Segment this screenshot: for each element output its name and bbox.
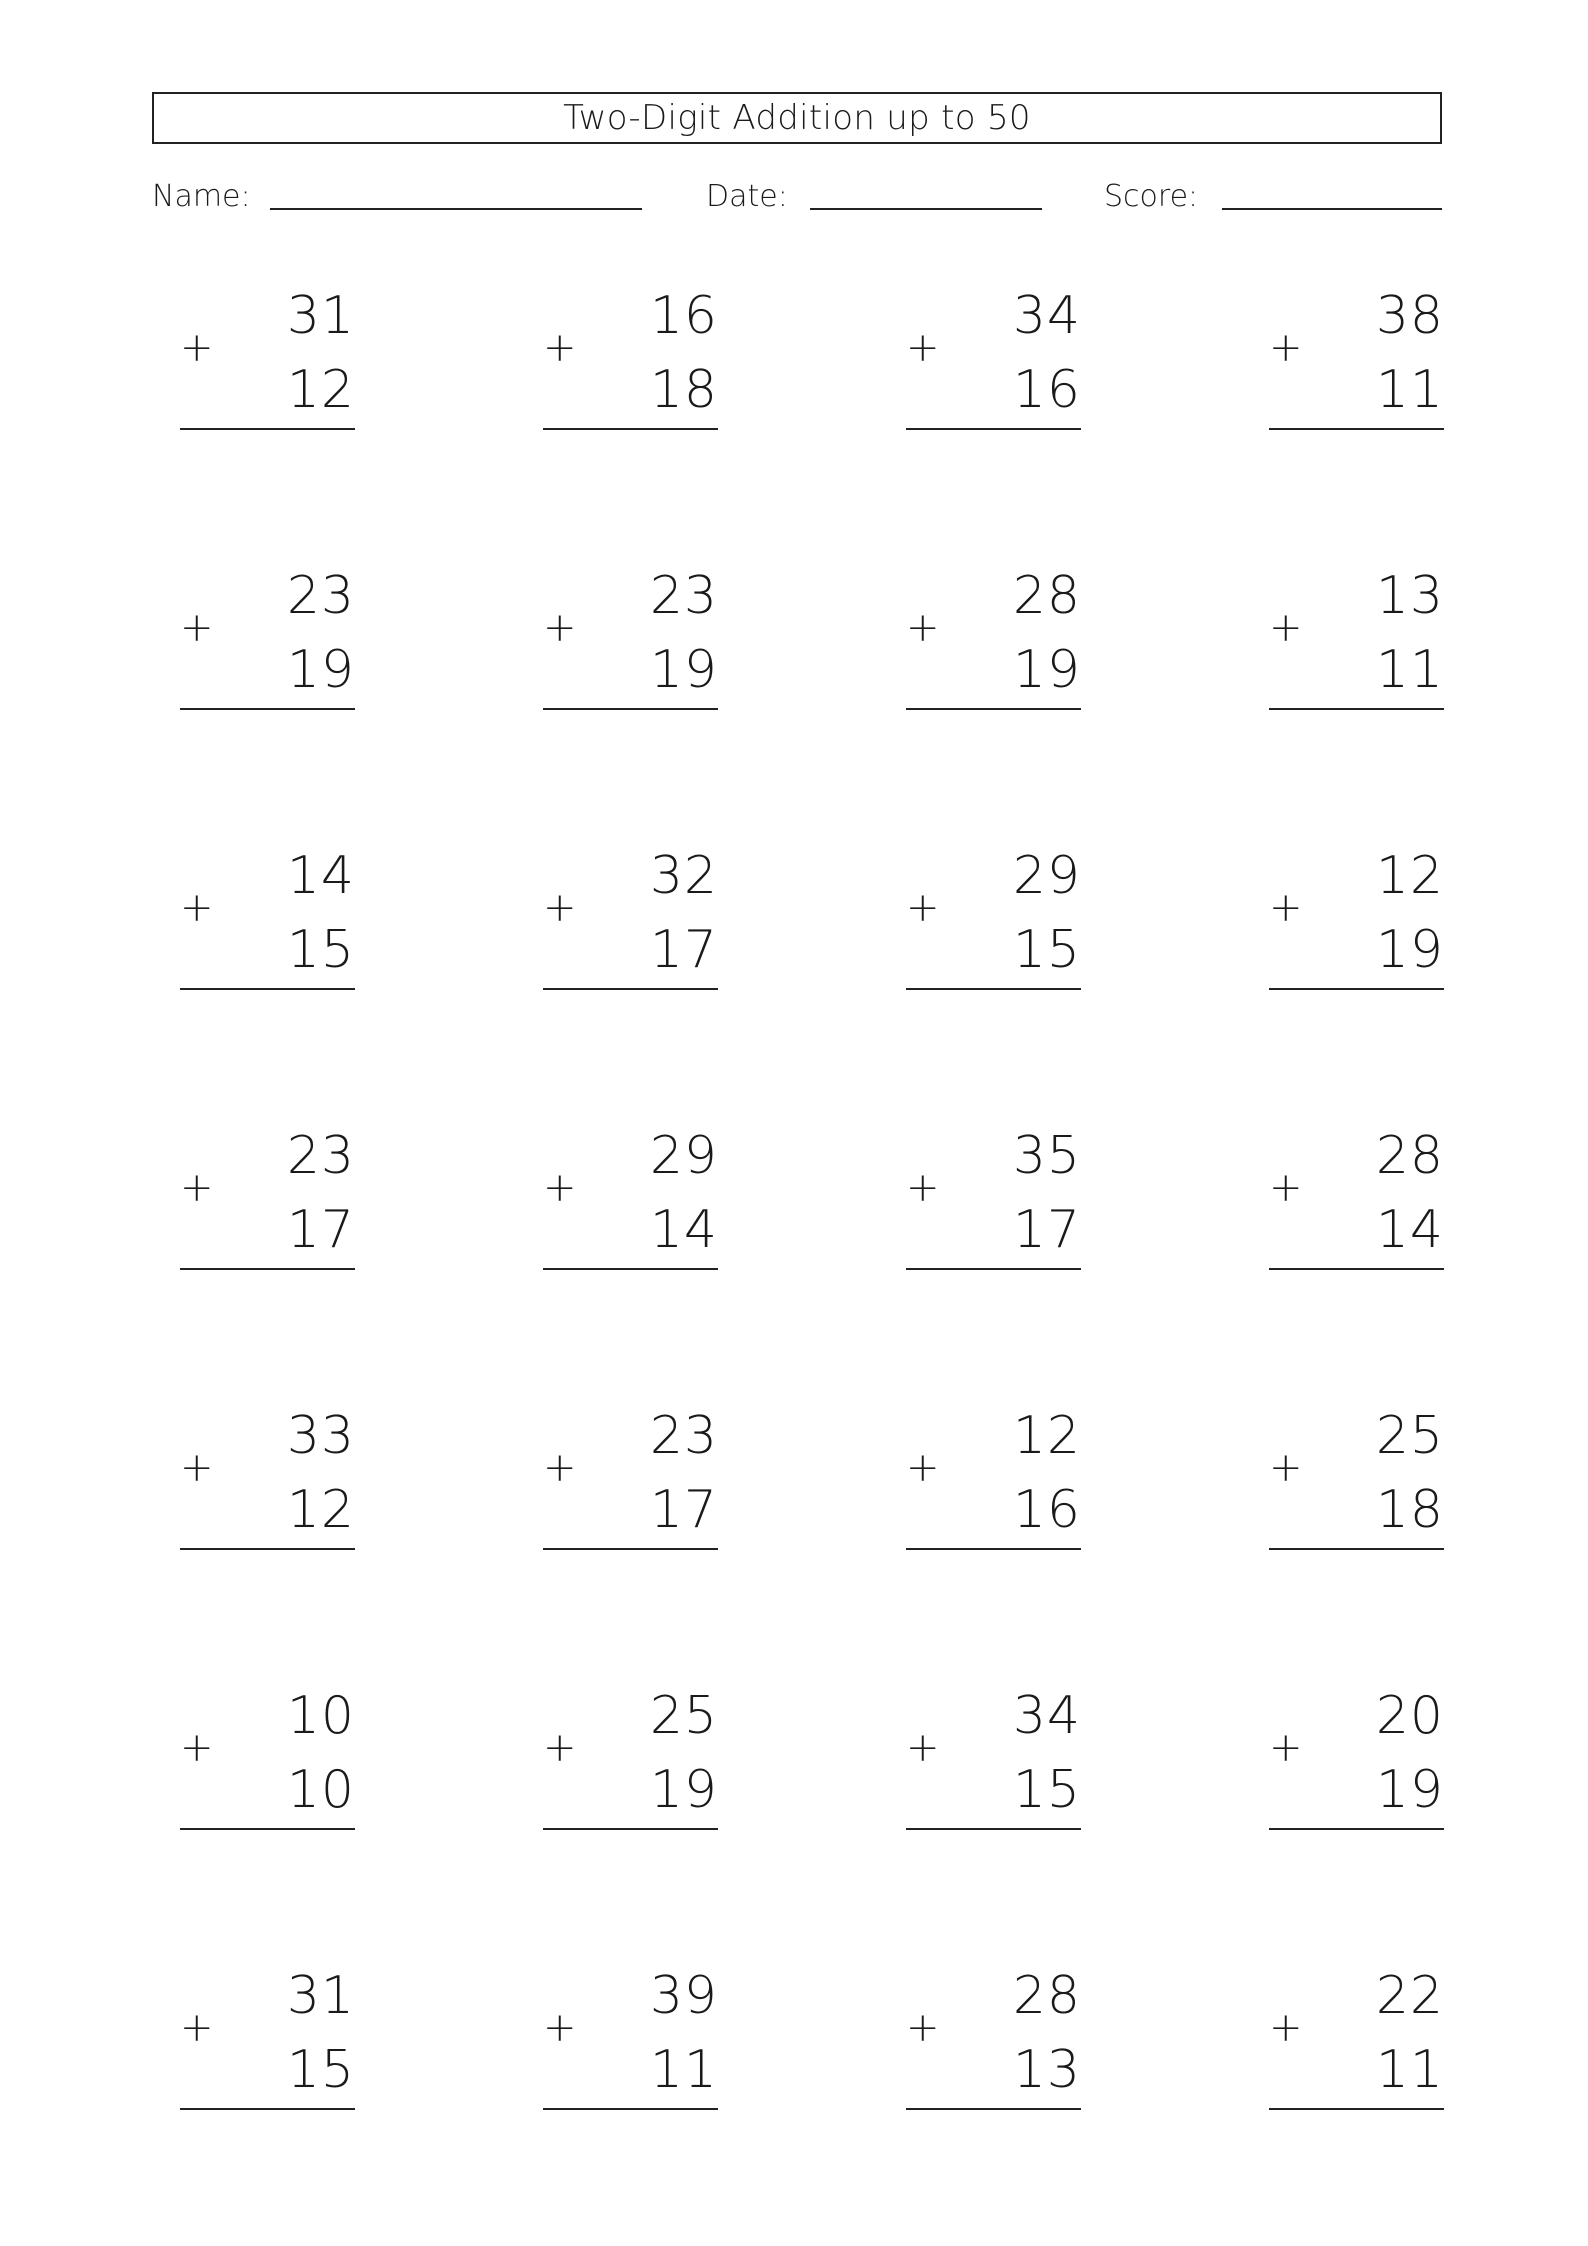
addend-bottom: 11 [1375,640,1444,700]
addition-problem [543,1686,718,1840]
answer-line[interactable] [543,1548,718,1550]
plus-sign: + [906,325,940,371]
addend-bottom: 19 [286,640,355,700]
answer-line[interactable] [180,2108,355,2110]
plus-sign: + [180,325,214,371]
addend-top: 39 [649,1966,718,2026]
addend-top: 20 [1375,1686,1444,1746]
addend-bottom: 17 [649,1480,718,1540]
answer-line[interactable] [543,708,718,710]
plus-sign: + [906,605,940,651]
addend-bottom: 16 [1012,1480,1081,1540]
answer-line[interactable] [180,1548,355,1550]
answer-line[interactable] [543,2108,718,2110]
addition-problem [180,1406,355,1560]
answer-line[interactable] [180,1268,355,1270]
plus-sign: + [1269,885,1303,931]
addend-top: 23 [649,566,718,626]
addition-problem [1269,1686,1444,1840]
addition-problem [1269,566,1444,720]
addition-problem [906,286,1081,440]
addition-problem [1269,1966,1444,2120]
addend-bottom: 13 [1012,2040,1081,2100]
addend-bottom: 19 [1375,920,1444,980]
addition-problem [180,1966,355,2120]
addition-problem [906,1126,1081,1280]
addend-top: 29 [1012,846,1081,906]
addend-bottom: 14 [649,1200,718,1260]
addend-bottom: 19 [1375,1760,1444,1820]
plus-sign: + [543,1165,577,1211]
plus-sign: + [180,1445,214,1491]
score-label: Score: [1104,179,1199,214]
addend-top: 23 [286,1126,355,1186]
addend-top: 23 [649,1406,718,1466]
addend-top: 34 [1012,1686,1081,1746]
addition-problem [906,1966,1081,2120]
answer-line[interactable] [1269,988,1444,990]
addend-bottom: 19 [649,640,718,700]
answer-line[interactable] [906,1828,1081,1830]
addend-bottom: 10 [286,1760,355,1820]
answer-line[interactable] [180,708,355,710]
answer-line[interactable] [906,2108,1081,2110]
addend-bottom: 17 [286,1200,355,1260]
addend-bottom: 17 [649,920,718,980]
addend-bottom: 15 [286,920,355,980]
addend-top: 32 [649,846,718,906]
plus-sign: + [543,1725,577,1771]
plus-sign: + [543,2005,577,2051]
addition-problem [543,1406,718,1560]
addend-bottom: 15 [1012,920,1081,980]
addend-top: 28 [1012,566,1081,626]
answer-line[interactable] [1269,1548,1444,1550]
addend-bottom: 14 [1375,1200,1444,1260]
addition-problem [543,846,718,1000]
addend-top: 38 [1375,286,1444,346]
addend-top: 34 [1012,286,1081,346]
name-label: Name: [152,179,251,214]
plus-sign: + [1269,325,1303,371]
addend-top: 31 [286,1966,355,2026]
answer-line[interactable] [543,1828,718,1830]
addition-problem [180,1686,355,1840]
addend-bottom: 16 [1012,360,1081,420]
addend-bottom: 17 [1012,1200,1081,1260]
addition-problem [543,566,718,720]
plus-sign: + [180,1165,214,1211]
plus-sign: + [543,1445,577,1491]
addend-top: 33 [286,1406,355,1466]
plus-sign: + [180,885,214,931]
plus-sign: + [906,885,940,931]
answer-line[interactable] [180,428,355,430]
plus-sign: + [1269,1445,1303,1491]
addend-top: 14 [286,846,355,906]
addend-top: 31 [286,286,355,346]
answer-line[interactable] [180,1828,355,1830]
addition-problem [1269,286,1444,440]
addend-top: 35 [1012,1126,1081,1186]
addition-problem [180,286,355,440]
plus-sign: + [543,885,577,931]
answer-line[interactable] [1269,428,1444,430]
addend-top: 16 [649,286,718,346]
plus-sign: + [906,1725,940,1771]
answer-line[interactable] [543,988,718,990]
answer-line[interactable] [1269,1828,1444,1830]
addition-problem [543,1966,718,2120]
addend-bottom: 11 [649,2040,718,2100]
plus-sign: + [543,325,577,371]
addend-top: 12 [1012,1406,1081,1466]
plus-sign: + [180,605,214,651]
addend-top: 22 [1375,1966,1444,2026]
plus-sign: + [906,1445,940,1491]
addend-top: 12 [1375,846,1444,906]
addend-top: 29 [649,1126,718,1186]
addition-problem [1269,846,1444,1000]
addend-top: 25 [649,1686,718,1746]
addition-problem [906,846,1081,1000]
plus-sign: + [1269,1725,1303,1771]
addition-problem [906,1686,1081,1840]
addend-bottom: 12 [286,360,355,420]
answer-line[interactable] [180,988,355,990]
addend-bottom: 11 [1375,360,1444,420]
addend-top: 10 [286,1686,355,1746]
addend-top: 28 [1375,1126,1444,1186]
plus-sign: + [1269,2005,1303,2051]
answer-line[interactable] [543,428,718,430]
plus-sign: + [1269,605,1303,651]
addend-bottom: 12 [286,1480,355,1540]
addition-problem [543,1126,718,1280]
addition-problem [180,1126,355,1280]
worksheet-title: Two-Digit Addition up to 50 [563,98,1031,138]
date-label: Date: [706,179,788,214]
answer-line[interactable] [1269,1268,1444,1270]
addition-problem [180,566,355,720]
addend-top: 13 [1375,566,1444,626]
addition-problem [906,566,1081,720]
plus-sign: + [906,1165,940,1211]
answer-line[interactable] [906,988,1081,990]
answer-line[interactable] [1269,2108,1444,2110]
addend-bottom: 19 [1012,640,1081,700]
addend-top: 28 [1012,1966,1081,2026]
addition-problem [1269,1126,1444,1280]
answer-line[interactable] [906,1548,1081,1550]
plus-sign: + [180,2005,214,2051]
addition-problem [543,286,718,440]
addition-problem [180,846,355,1000]
answer-line[interactable] [543,1268,718,1270]
addend-bottom: 15 [286,2040,355,2100]
addend-bottom: 19 [649,1760,718,1820]
plus-sign: + [180,1725,214,1771]
addend-bottom: 11 [1375,2040,1444,2100]
answer-line[interactable] [906,428,1081,430]
addend-top: 25 [1375,1406,1444,1466]
addition-problem [906,1406,1081,1560]
addend-top: 23 [286,566,355,626]
addend-bottom: 15 [1012,1760,1081,1820]
plus-sign: + [906,2005,940,2051]
answer-line[interactable] [906,1268,1081,1270]
addition-problem [1269,1406,1444,1560]
addend-bottom: 18 [649,360,718,420]
addend-bottom: 18 [1375,1480,1444,1540]
plus-sign: + [543,605,577,651]
plus-sign: + [1269,1165,1303,1211]
answer-line[interactable] [1269,708,1444,710]
answer-line[interactable] [906,708,1081,710]
